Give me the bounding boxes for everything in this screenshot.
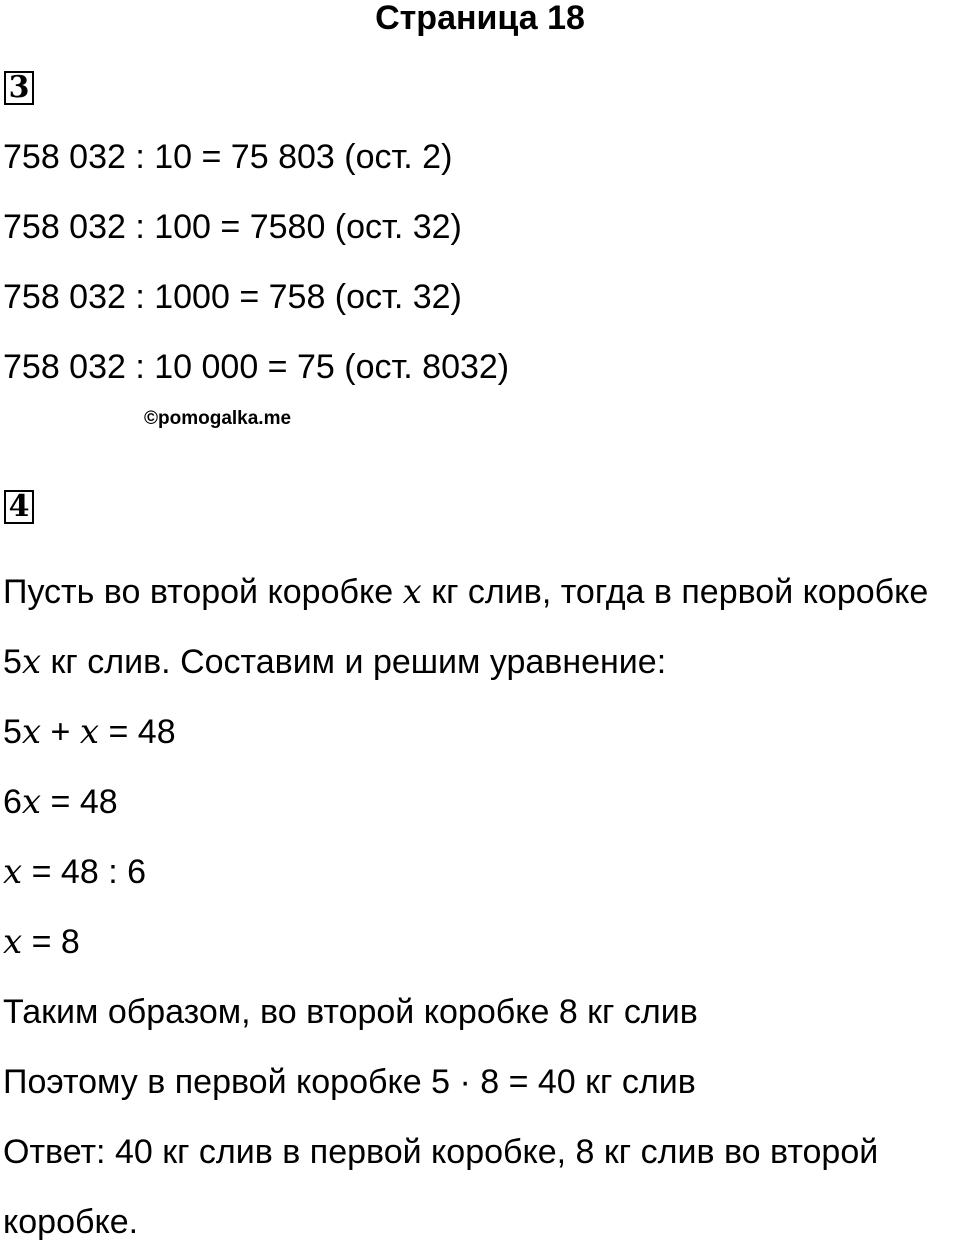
page-title: Страница 18: [375, 0, 585, 37]
task-3-line-1: 758 032 : 10 = 75 803 (ост. 2): [3, 138, 453, 176]
task-4-line-2: [3, 642, 666, 682]
eq2-text-b: = 48: [41, 783, 118, 821]
equation-4: [3, 922, 80, 962]
task-4-number: 4: [4, 490, 34, 524]
answer-line-1: Ответ: 40 кг слив в первой коробке, 8 кг слив во второй: [3, 1133, 879, 1171]
therefore-line: Поэтому в первой коробке 5 · 8 = 40 кг слив: [3, 1063, 696, 1101]
task-3-line-4: 758 032 : 10 000 = 75 (ост. 8032): [3, 348, 510, 386]
equation-2: [3, 782, 118, 822]
eq1-text-b: +: [41, 713, 80, 751]
equation-3: [3, 852, 146, 892]
task-3-line-2: 758 032 : 100 = 7580 (ост. 32): [3, 208, 462, 246]
variable-x: x: [79, 712, 100, 752]
task-3-number: 3: [4, 71, 34, 105]
variable-x: x: [3, 922, 23, 962]
task-4-intro: [3, 572, 928, 612]
eq3-text-b: = 48 : 6: [22, 853, 147, 891]
line2-text-b: кг слив. Составим и решим уравнение:: [41, 643, 667, 681]
conclusion: Таким образом, во второй коробке 8 кг слив: [3, 993, 698, 1031]
intro-text-b: кг слив, тогда в первой коробке: [421, 573, 929, 611]
eq1-text-a: 5: [3, 713, 22, 751]
intro-text-a: Пусть во второй коробке: [3, 573, 403, 611]
task-3-line-3: 758 032 : 1000 = 758 (ост. 32): [3, 278, 462, 316]
eq4-text-b: = 8: [22, 923, 80, 961]
variable-x: x: [21, 642, 42, 682]
eq2-text-a: 6: [3, 783, 22, 821]
answer-line-2: коробке.: [3, 1203, 139, 1241]
eq1-text-c: = 48: [99, 713, 176, 751]
line2-text-a: 5: [3, 643, 22, 681]
variable-x: x: [21, 712, 42, 752]
variable-x: x: [21, 782, 42, 822]
equation-1: [3, 712, 176, 752]
watermark: ©pomogalka.me: [144, 408, 292, 429]
variable-x: x: [3, 852, 23, 892]
variable-x: x: [402, 572, 422, 612]
